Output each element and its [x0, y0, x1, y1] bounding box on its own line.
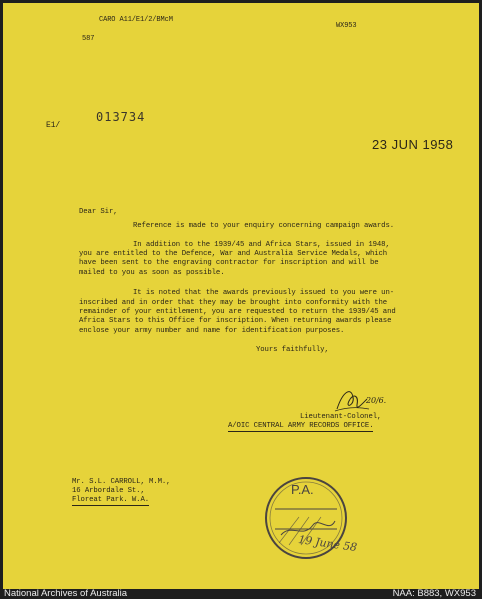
paragraph-2-line-4: mailed to you as soon as possible. — [79, 269, 225, 277]
document-code: WX953 — [336, 22, 357, 30]
number-587: 587 — [82, 35, 95, 43]
footer-archive-name: National Archives of Australia — [4, 588, 128, 599]
salutation: Dear Sir, — [79, 208, 118, 216]
footer-reference: NAA: B883, WX953 — [392, 588, 476, 599]
paragraph-1: Reference is made to your enquiry concerning campaign awards. — [133, 222, 395, 230]
office-name: A/OIC CENTRAL ARMY RECORDS OFFICE. — [228, 422, 374, 430]
stamp-text: P.A. — [291, 482, 314, 497]
reference-line: CARO A11/E1/2/BMcM — [99, 16, 173, 24]
signature-note: 20/6. — [366, 396, 387, 405]
rank: Lieutenant-Colonel, — [300, 413, 382, 421]
address-line-1: Mr. S.L. CARROLL, M.M., — [72, 478, 171, 486]
paragraph-3-line-5: enclose your army number and name for identification purposes. — [79, 327, 345, 335]
paragraph-3-line-1: It is noted that the awards previously issued to you were un- — [133, 289, 395, 297]
e1-label: E1/ — [46, 121, 61, 130]
paragraph-2-line-1: In addition to the 1939/45 and Africa Stars, issued in 1948, — [133, 241, 390, 249]
date-stamp: 23 JUN 1958 — [372, 137, 454, 152]
paragraph-3-line-2: inscribed and in order that they may be brought into conformity with the — [79, 299, 388, 307]
paragraph-3-line-4: Africa Stars to this Office for inscription. When returning awards please — [79, 317, 392, 325]
address-line-2: 16 Arbordale St., — [72, 487, 145, 495]
stamp-handwriting: 19 June 58 — [297, 533, 358, 555]
letter-page — [3, 3, 479, 589]
paragraph-3-line-3: remainder of your entitlement, you are requested to return the 1939/45 and — [79, 308, 396, 316]
file-number: 013734 — [96, 110, 146, 124]
closing: Yours faithfully, — [256, 346, 329, 354]
paragraph-2-line-3: have been sent to the engraving contractor for inscription and will be — [79, 259, 379, 267]
address-line-3: Floreat Park. W.A. — [72, 496, 150, 504]
paragraph-2-line-2: you are entitled to the Defence, War and Australia Service Medals, which — [79, 250, 388, 258]
